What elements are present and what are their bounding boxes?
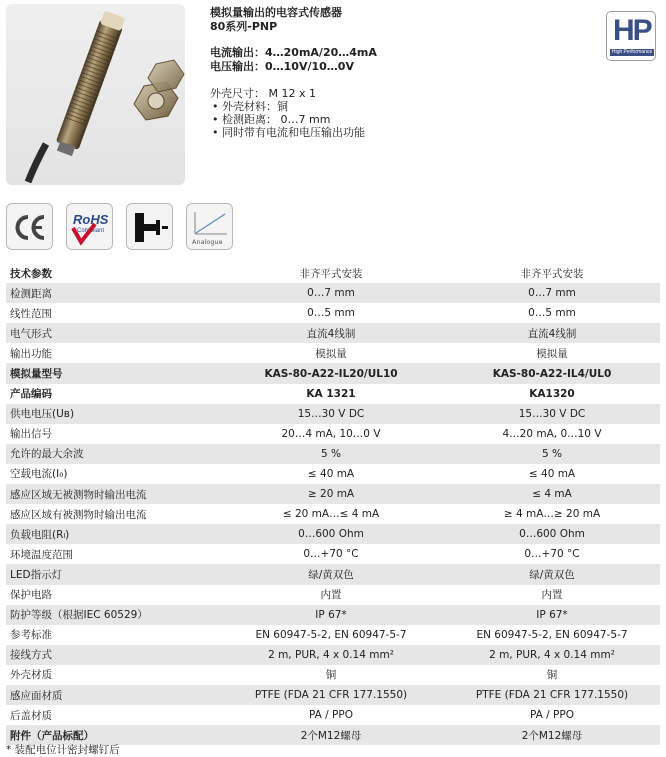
value-model-1: 2个M12螺母 [218, 725, 444, 745]
voltage-output: 电压输出：0…10V/10…0V [210, 60, 354, 73]
value-model-2: 2 m, PUR, 4 x 0.14 mm² [444, 645, 660, 665]
table-row [6, 263, 660, 283]
parameter-label: 接线方式 [6, 645, 218, 665]
table-row [6, 303, 660, 323]
parameter-label: 参考标准 [10, 629, 52, 642]
parameter-label: 感应区域无被测物时输出电流 [6, 484, 218, 504]
value-model-2: 5 % [444, 444, 660, 464]
list-item: • 外壳材料：铜 [210, 100, 600, 113]
value-model-2: 绿/黄双色 [444, 564, 660, 584]
product-photo [6, 4, 185, 185]
high-performance-logo [606, 11, 656, 61]
value-model-2: 0…600 Ohm [444, 524, 660, 544]
table-row [6, 564, 660, 584]
value-model-2: ≥ 4 mA…≥ 20 mA [503, 508, 601, 521]
product-description [210, 6, 600, 139]
parameter-label: 感应面材质 [6, 685, 218, 705]
value-model-1: ≥ 20 mA [218, 484, 444, 504]
current-output: 电流输出：4…20mA/20…4mA [210, 46, 377, 59]
value-model-1: 0…+70 °C [303, 548, 359, 561]
value-model-2: 2个M12螺母 [444, 725, 660, 745]
table-row [6, 544, 660, 564]
value-model-1: 0…5 mm [307, 307, 355, 320]
parameter-label: 电气形式 [6, 323, 218, 343]
value-model-1: KA 1321 [306, 387, 356, 400]
value-model-2: KAS-80-A22-IL4/UL0 [444, 363, 660, 383]
parameter-label: 模拟量型号 [6, 363, 218, 383]
table-row [6, 524, 660, 544]
capacitive-sensor-symbol-icon [126, 203, 173, 250]
value-model-1: 0…7 mm [218, 283, 444, 303]
value-model-1: EN 60947-5-2, EN 60947-5-7 [255, 628, 407, 641]
table-row [6, 384, 660, 404]
table-row [6, 363, 660, 383]
value-model-2: 0…5 mm [528, 307, 576, 320]
value-model-2: 非齐平式安装 [520, 267, 584, 280]
table-row [6, 504, 660, 524]
value-model-1: PA / PPO [309, 709, 353, 722]
value-model-2: 铜 [546, 669, 558, 682]
parameter-label: 技术参数 [10, 267, 52, 280]
output-specs [210, 46, 600, 74]
ce-mark-icon [6, 203, 53, 250]
product-title: 模拟量输出的电容式传感器 [210, 6, 342, 19]
value-model-1: ≤ 20 mA…≤ 4 mA [282, 508, 380, 521]
footnote: * 装配电位计密封螺钉后 [6, 744, 120, 756]
parameter-label: 附件（产品标配） [6, 725, 218, 745]
table-row [6, 665, 660, 685]
parameter-label: 防护等级（根据IEC 60529） [6, 605, 218, 625]
parameter-label: 空载电流(I₀) [10, 468, 68, 481]
table-row [6, 464, 660, 484]
value-model-1: 5 % [218, 444, 444, 464]
product-series: 80系列-PNP [210, 20, 278, 33]
list-item: • 同时带有电流和电压输出功能 [210, 126, 600, 139]
parameter-label: 产品编码 [10, 388, 52, 401]
value-model-1: 内置 [320, 589, 342, 602]
value-model-1: 铜 [325, 669, 337, 682]
feature-list [210, 100, 600, 139]
value-model-2: 15…30 V DC [444, 404, 660, 424]
table-row [6, 484, 660, 504]
table-row [6, 645, 660, 665]
value-model-1: 2 m, PUR, 4 x 0.14 mm² [218, 645, 444, 665]
rohs-sublabel: Compliant [77, 228, 105, 234]
value-model-2: 内置 [541, 589, 563, 602]
parameter-label: 负载电阻(Rₗ) [6, 524, 218, 544]
parameter-label: 允许的最大余波 [6, 444, 218, 464]
specifications-table [6, 263, 660, 745]
table-row [6, 343, 660, 363]
parameter-label: 感应区域有被测物时输出电流 [10, 508, 147, 521]
table-row [6, 424, 660, 444]
parameter-label: 输出功能 [10, 347, 52, 360]
table-row [6, 323, 660, 343]
parameter-label: 检测距离 [6, 283, 218, 303]
value-model-1: IP 67* [218, 605, 444, 625]
value-model-1: 15…30 V DC [218, 404, 444, 424]
parameter-label: 外壳材质 [10, 669, 52, 682]
parameter-label: 保护电路 [10, 589, 52, 602]
value-model-2: ≤ 4 mA [444, 484, 660, 504]
parameter-label: 线性范围 [10, 307, 52, 320]
parameter-label: LED指示灯 [6, 564, 218, 584]
parameter-label: 供电电压(Uв) [6, 404, 218, 424]
value-model-1: 0…600 Ohm [218, 524, 444, 544]
table-row [6, 705, 660, 725]
table-row [6, 444, 660, 464]
value-model-2: 0…7 mm [444, 283, 660, 303]
table-row [6, 605, 660, 625]
value-model-2: 4…20 mA, 0…10 V [502, 427, 602, 440]
value-model-1: ≤ 40 mA [307, 467, 355, 480]
logo-text: HP [613, 14, 651, 47]
rohs-compliant-icon [66, 203, 113, 250]
table-row [6, 625, 660, 645]
value-model-2: KA1320 [529, 387, 575, 400]
parameter-label: 环境温度范围 [10, 548, 73, 561]
value-model-2: EN 60947-5-2, EN 60947-5-7 [476, 628, 628, 641]
value-model-2: 模拟量 [536, 347, 568, 360]
value-model-1: 直流4线制 [218, 323, 444, 343]
housing-size: 外壳尺寸： M 12 x 1 [210, 87, 316, 100]
table-row [6, 283, 660, 303]
logo-subtitle: High Performance [611, 49, 653, 55]
value-model-2: 0…+70 °C [524, 548, 580, 561]
analogue-output-icon [186, 203, 233, 250]
value-model-1: 模拟量 [315, 347, 347, 360]
table-row [6, 404, 660, 424]
parameter-label: 输出信号 [10, 428, 52, 441]
parameter-label: 后盖材质 [10, 709, 52, 722]
value-model-1: 20…4 mA, 10…0 V [281, 427, 381, 440]
table-row [6, 585, 660, 605]
analogue-label: Analogue [192, 238, 223, 246]
value-model-2: IP 67* [444, 605, 660, 625]
value-model-1: PTFE (FDA 21 CFR 177.1550) [218, 685, 444, 705]
table-row [6, 685, 660, 705]
value-model-1: KAS-80-A22-IL20/UL10 [218, 363, 444, 383]
rohs-label: RoHS [73, 212, 109, 227]
value-model-2: ≤ 40 mA [528, 467, 576, 480]
value-model-2: PA / PPO [530, 709, 574, 722]
list-item: • 检测距离： 0…7 mm [210, 113, 600, 126]
value-model-1: 非齐平式安装 [299, 267, 363, 280]
value-model-2: PTFE (FDA 21 CFR 177.1550) [444, 685, 660, 705]
value-model-1: 绿/黄双色 [218, 564, 444, 584]
value-model-2: 直流4线制 [444, 323, 660, 343]
